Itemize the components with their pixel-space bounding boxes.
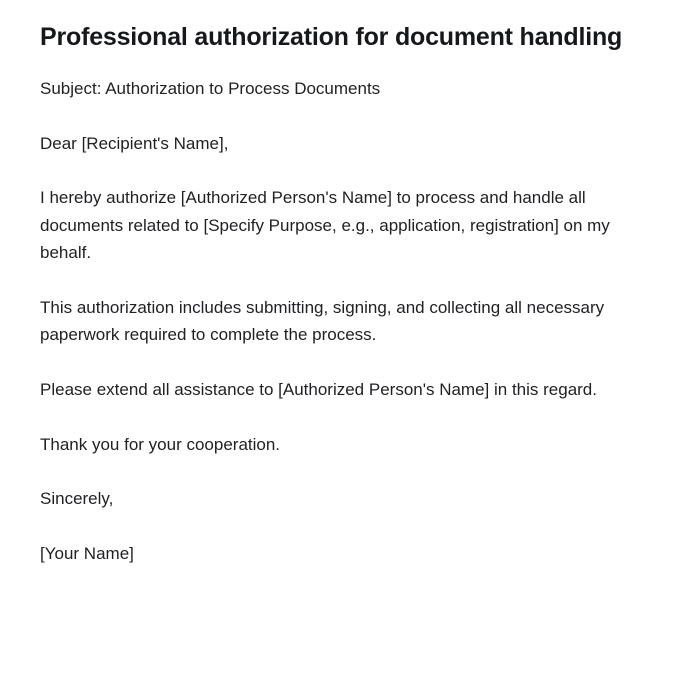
paragraph-subject: Subject: Authorization to Process Documents	[40, 79, 381, 99]
document-body	[40, 75, 638, 567]
paragraph-scope: This authorization includes submitting, signing, and collecting all necessary paperwork required to complete the process.	[40, 297, 605, 345]
paragraph-signature: [Your Name]	[40, 543, 134, 563]
page-title: Professional authorization for document handling	[40, 23, 623, 51]
paragraph-authorization-statement: I hereby authorize [Authorized Person's Name] to process and handle all documents related to [Specify Purpose, e.g., application, registration] on my behalf.	[40, 188, 610, 263]
paragraph-thanks: Thank you for your cooperation.	[40, 434, 281, 454]
paragraph-salutation: Dear [Recipient's Name],	[40, 133, 229, 153]
paragraph-assistance-request: Please extend all assistance to [Authorized Person's Name] in this regard.	[40, 379, 597, 399]
paragraph-closing: Sincerely,	[40, 489, 114, 509]
